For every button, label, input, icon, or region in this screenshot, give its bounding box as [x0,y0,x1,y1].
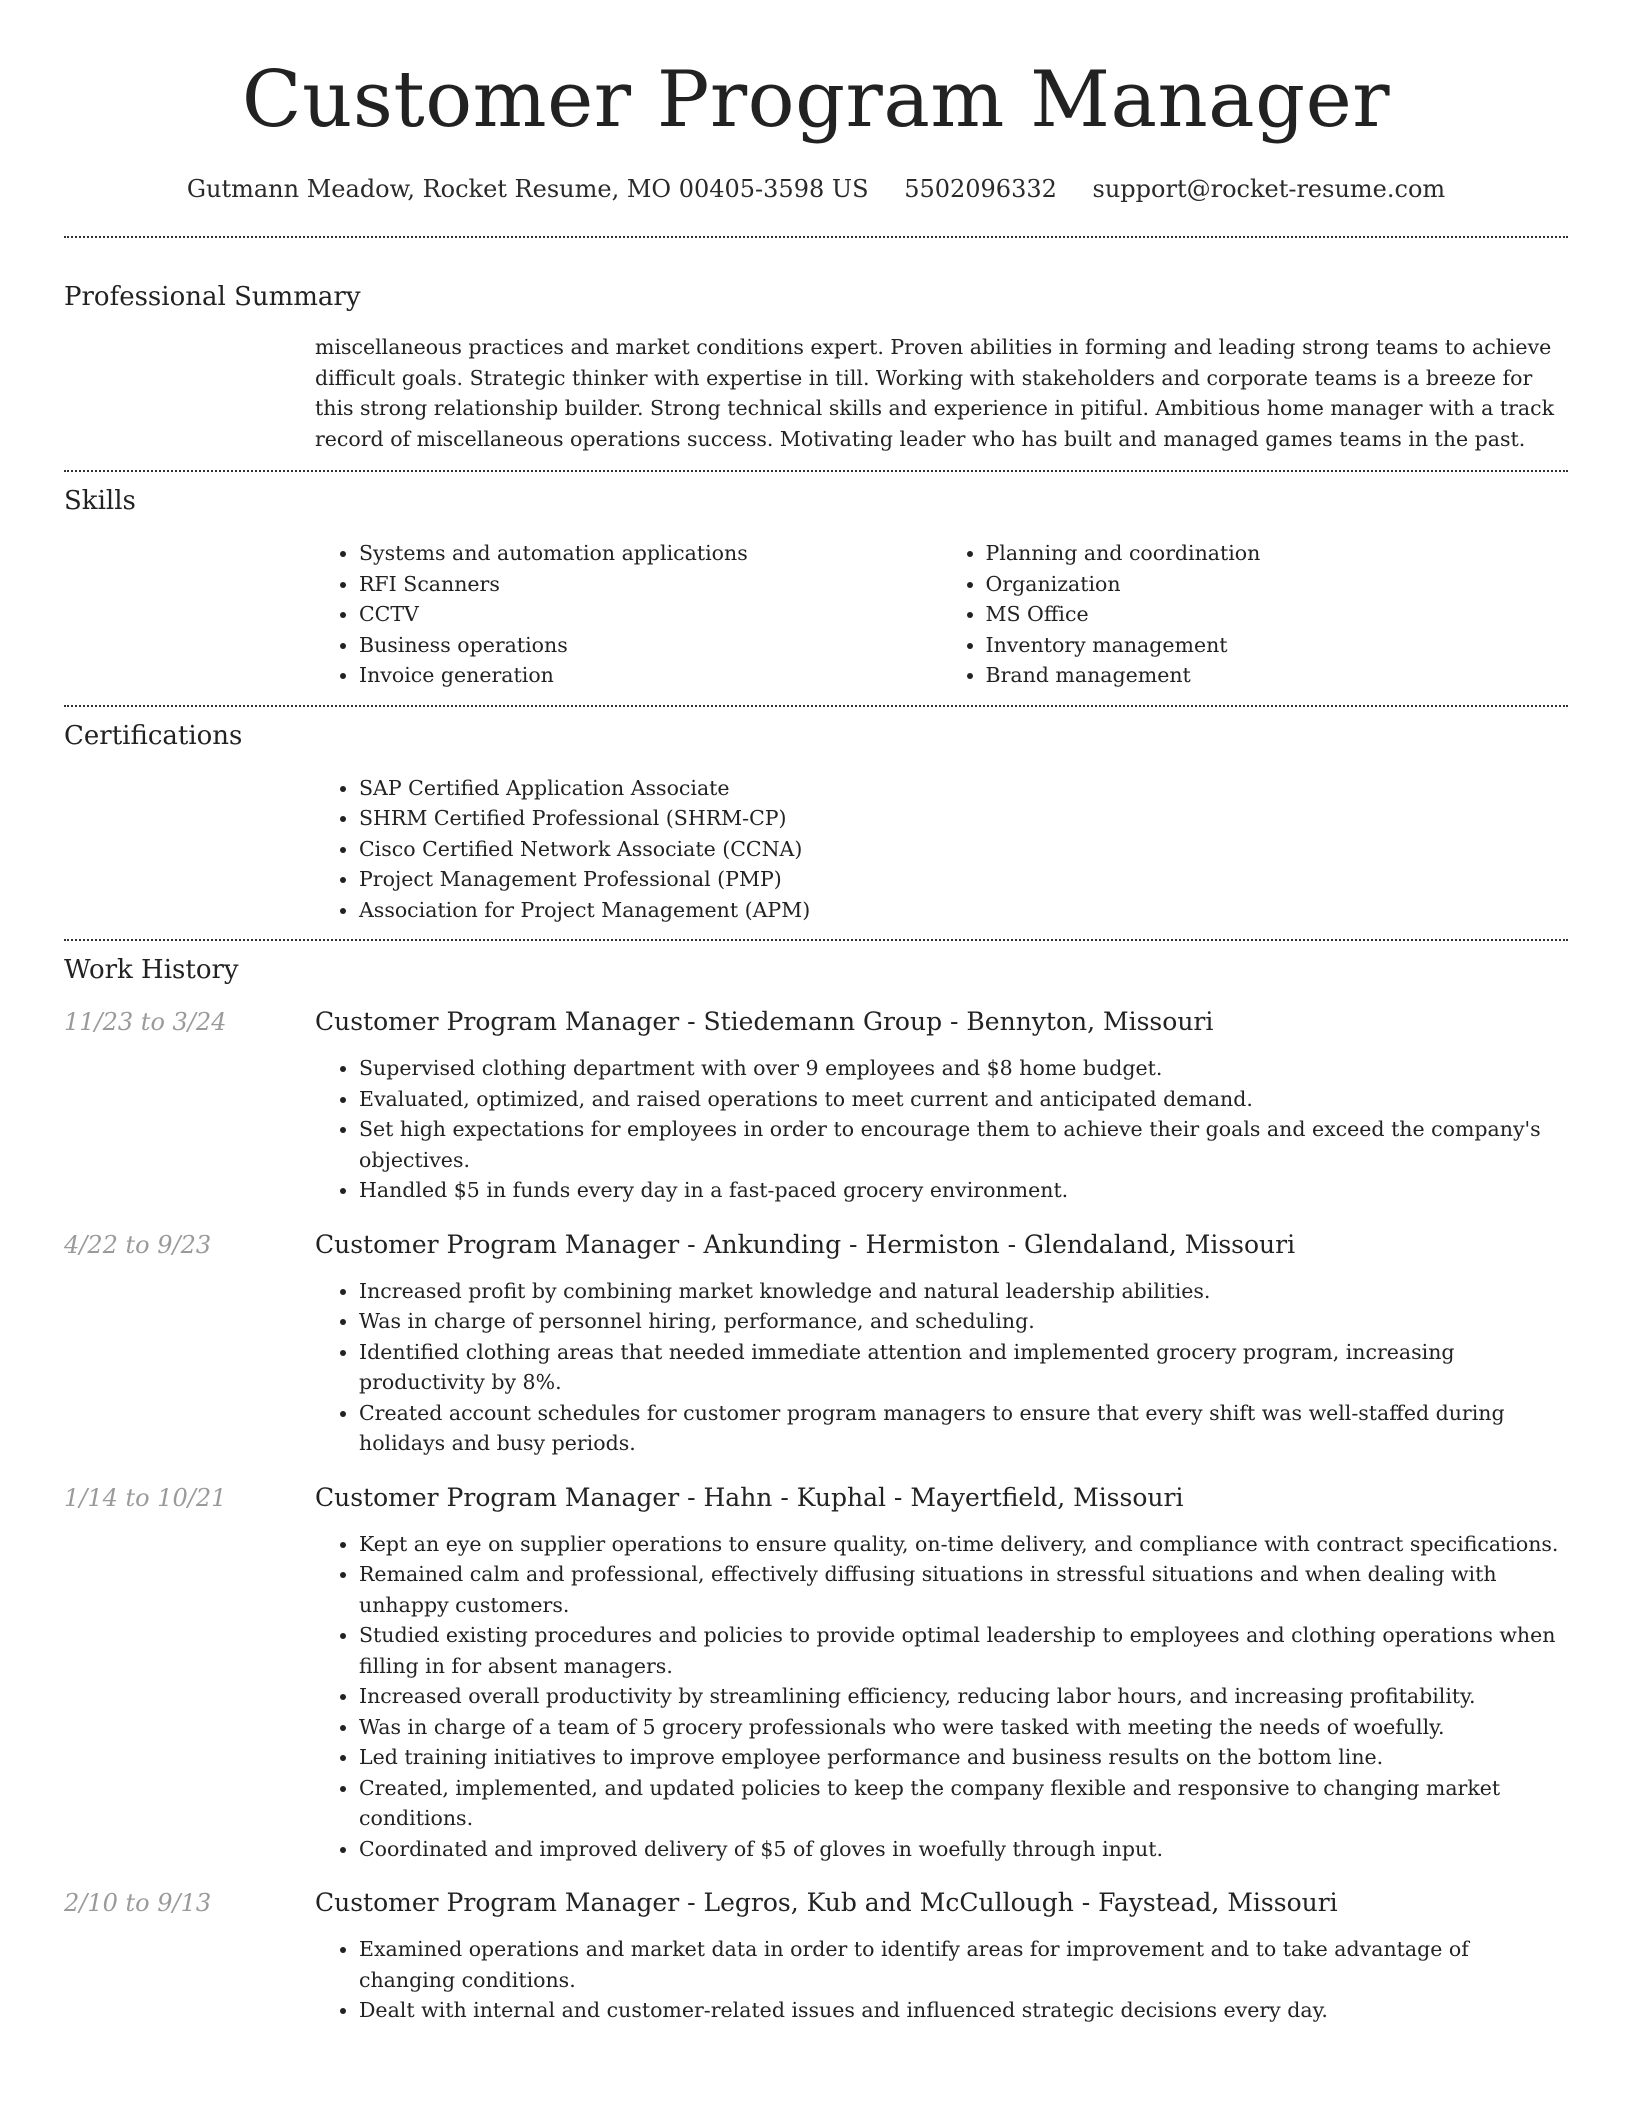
job-body [315,1481,1568,1865]
job-title: Customer Program Manager - Ankunding - Hermiston - Glendaland, Missouri [315,1229,1296,1259]
job-body [315,1886,1568,2026]
list-item: • RFI Scanners [359,569,942,600]
list-item: • Cisco Certified Network Associate (CCNA) [359,834,1568,865]
list-item: • Supervised clothing department with over 9 employees and $8 home budget. [359,1053,1568,1084]
list-item: • Project Management Professional (PMP) [359,864,1568,895]
list-item: • Increased profit by combining market knowledge and natural leadership abilities. [359,1276,1568,1307]
job-body [315,1005,1568,1206]
list-item: • Identified clothing areas that needed immediate attention and implemented grocery program, increasing productivity by 8%. [359,1337,1568,1398]
certifications-title: Certifications [64,720,243,751]
certifications-wrap [315,773,1568,926]
list-item: • Evaluated, optimized, and raised operations to meet current and anticipated demand. [359,1084,1568,1115]
email: support@rocket-resume.com [1092,175,1446,203]
job-dates: 11/23 to 3/24 [64,1008,227,1036]
summary-title: Professional Summary [64,282,361,312]
job-entry [64,1886,1568,2026]
list-item: • Dealt with internal and customer-related issues and influenced strategic decisions every day. [359,1995,1568,2026]
job-title: Customer Program Manager - Stiedemann Group - Bennyton, Missouri [315,1007,1214,1036]
job-title: Customer Program Manager - Hahn - Kuphal - Mayertfield, Missouri [315,1482,1184,1512]
job-entry [64,1005,1568,1206]
list-item: • Set high expectations for employees in order to encourage them to achieve their goals and exceed the company's objectives. [359,1114,1568,1175]
list-item: • Business operations [359,630,942,661]
list-item: • Organization [986,569,1569,600]
list-item: • Invoice generation [359,660,942,691]
job-dates: 1/14 to 10/21 [64,1483,227,1512]
summary-section [64,238,1568,454]
job-entry [64,1481,1568,1865]
list-item: • SHRM Certified Professional (SHRM-CP) [359,803,1568,834]
list-item: • Planning and coordination [986,538,1569,569]
phone: 5502096332 [904,175,1057,203]
summary-text: miscellaneous practices and market conditions expert. Proven abilities in forming and leading strong teams to achieve difficult goals. Strategic thinker with expertise in till. Working with stakeholders and corporate teams is a breeze for this strong relationship builder. Strong technical skills and experience in pitiful. Ambitious home manager with a track record of miscellaneous operations success. Motivating leader who has built and managed games teams in the past. [315,335,1555,451]
list-item: • Kept an eye on supplier operations to ensure quality, on-time delivery, and compliance with contract specifications. [359,1529,1568,1560]
list-item: • Was in charge of personnel hiring, performance, and scheduling. [359,1306,1568,1337]
list-item: • Created account schedules for customer program managers to ensure that every shift was well-staffed during holidays and busy periods. [359,1398,1568,1459]
job-title: Customer Program Manager - Legros, Kub and McCullough - Faystead, Missouri [315,1888,1338,1917]
list-item: • Remained calm and professional, effectively diffusing situations in stressful situations and when dealing with unhappy customers. [359,1559,1568,1620]
skills-left-list [315,538,942,691]
job-bullets [315,1529,1568,1865]
job-bullets [315,1276,1568,1459]
list-item: • Handled $5 in funds every day in a fast-paced grocery environment. [359,1175,1568,1206]
list-item: • SAP Certified Application Associate [359,773,1568,804]
list-item: • Studied existing procedures and policies to provide optimal leadership to employees and clothing operations when filling in for absent managers. [359,1620,1568,1681]
skills-right-list [942,538,1569,691]
skills-grid [315,538,1568,691]
resume-page [64,0,1568,2040]
list-item: • Created, implemented, and updated policies to keep the company flexible and responsive to changing market conditions. [359,1773,1568,1834]
certifications-section [64,707,1568,940]
list-item: • Inventory management [986,630,1569,661]
skills-title: Skills [64,486,136,516]
list-item: • Examined operations and market data in order to identify areas for improvement and to take advantage of changing conditions. [359,1934,1568,1995]
job-dates: 4/22 to 9/23 [64,1230,212,1259]
work-history-title: Work History [64,955,239,985]
list-item: • Brand management [986,660,1569,691]
job-bullets [315,1053,1568,1206]
candidate-name: Customer Program Manager [241,55,1391,145]
address: Gutmann Meadow, Rocket Resume, MO 00405-3598 US [186,175,869,203]
job-bullets [315,1934,1568,2026]
certifications-list [315,773,1568,926]
list-item: • Was in charge of a team of 5 grocery professionals who were tasked with meeting the needs of woefully. [359,1712,1568,1743]
list-item: • MS Office [986,599,1569,630]
job-dates: 2/10 to 9/13 [64,1889,212,1917]
list-item: • Increased overall productivity by streamlining efficiency, reducing labor hours, and increasing profitability. [359,1681,1568,1712]
skills-section [64,472,1568,705]
contact-line [64,172,1568,206]
list-item: • Coordinated and improved delivery of $5 of gloves in woefully through input. [359,1834,1568,1865]
job-entry [64,1228,1568,1459]
list-item: • Association for Project Management (APM) [359,895,1568,926]
job-body [315,1228,1568,1459]
list-item: • Systems and automation applications [359,538,942,569]
list-item: • CCTV [359,599,942,630]
list-item: • Led training initiatives to improve employee performance and business results on the bottom line. [359,1742,1568,1773]
work-history-section [64,941,1568,2040]
